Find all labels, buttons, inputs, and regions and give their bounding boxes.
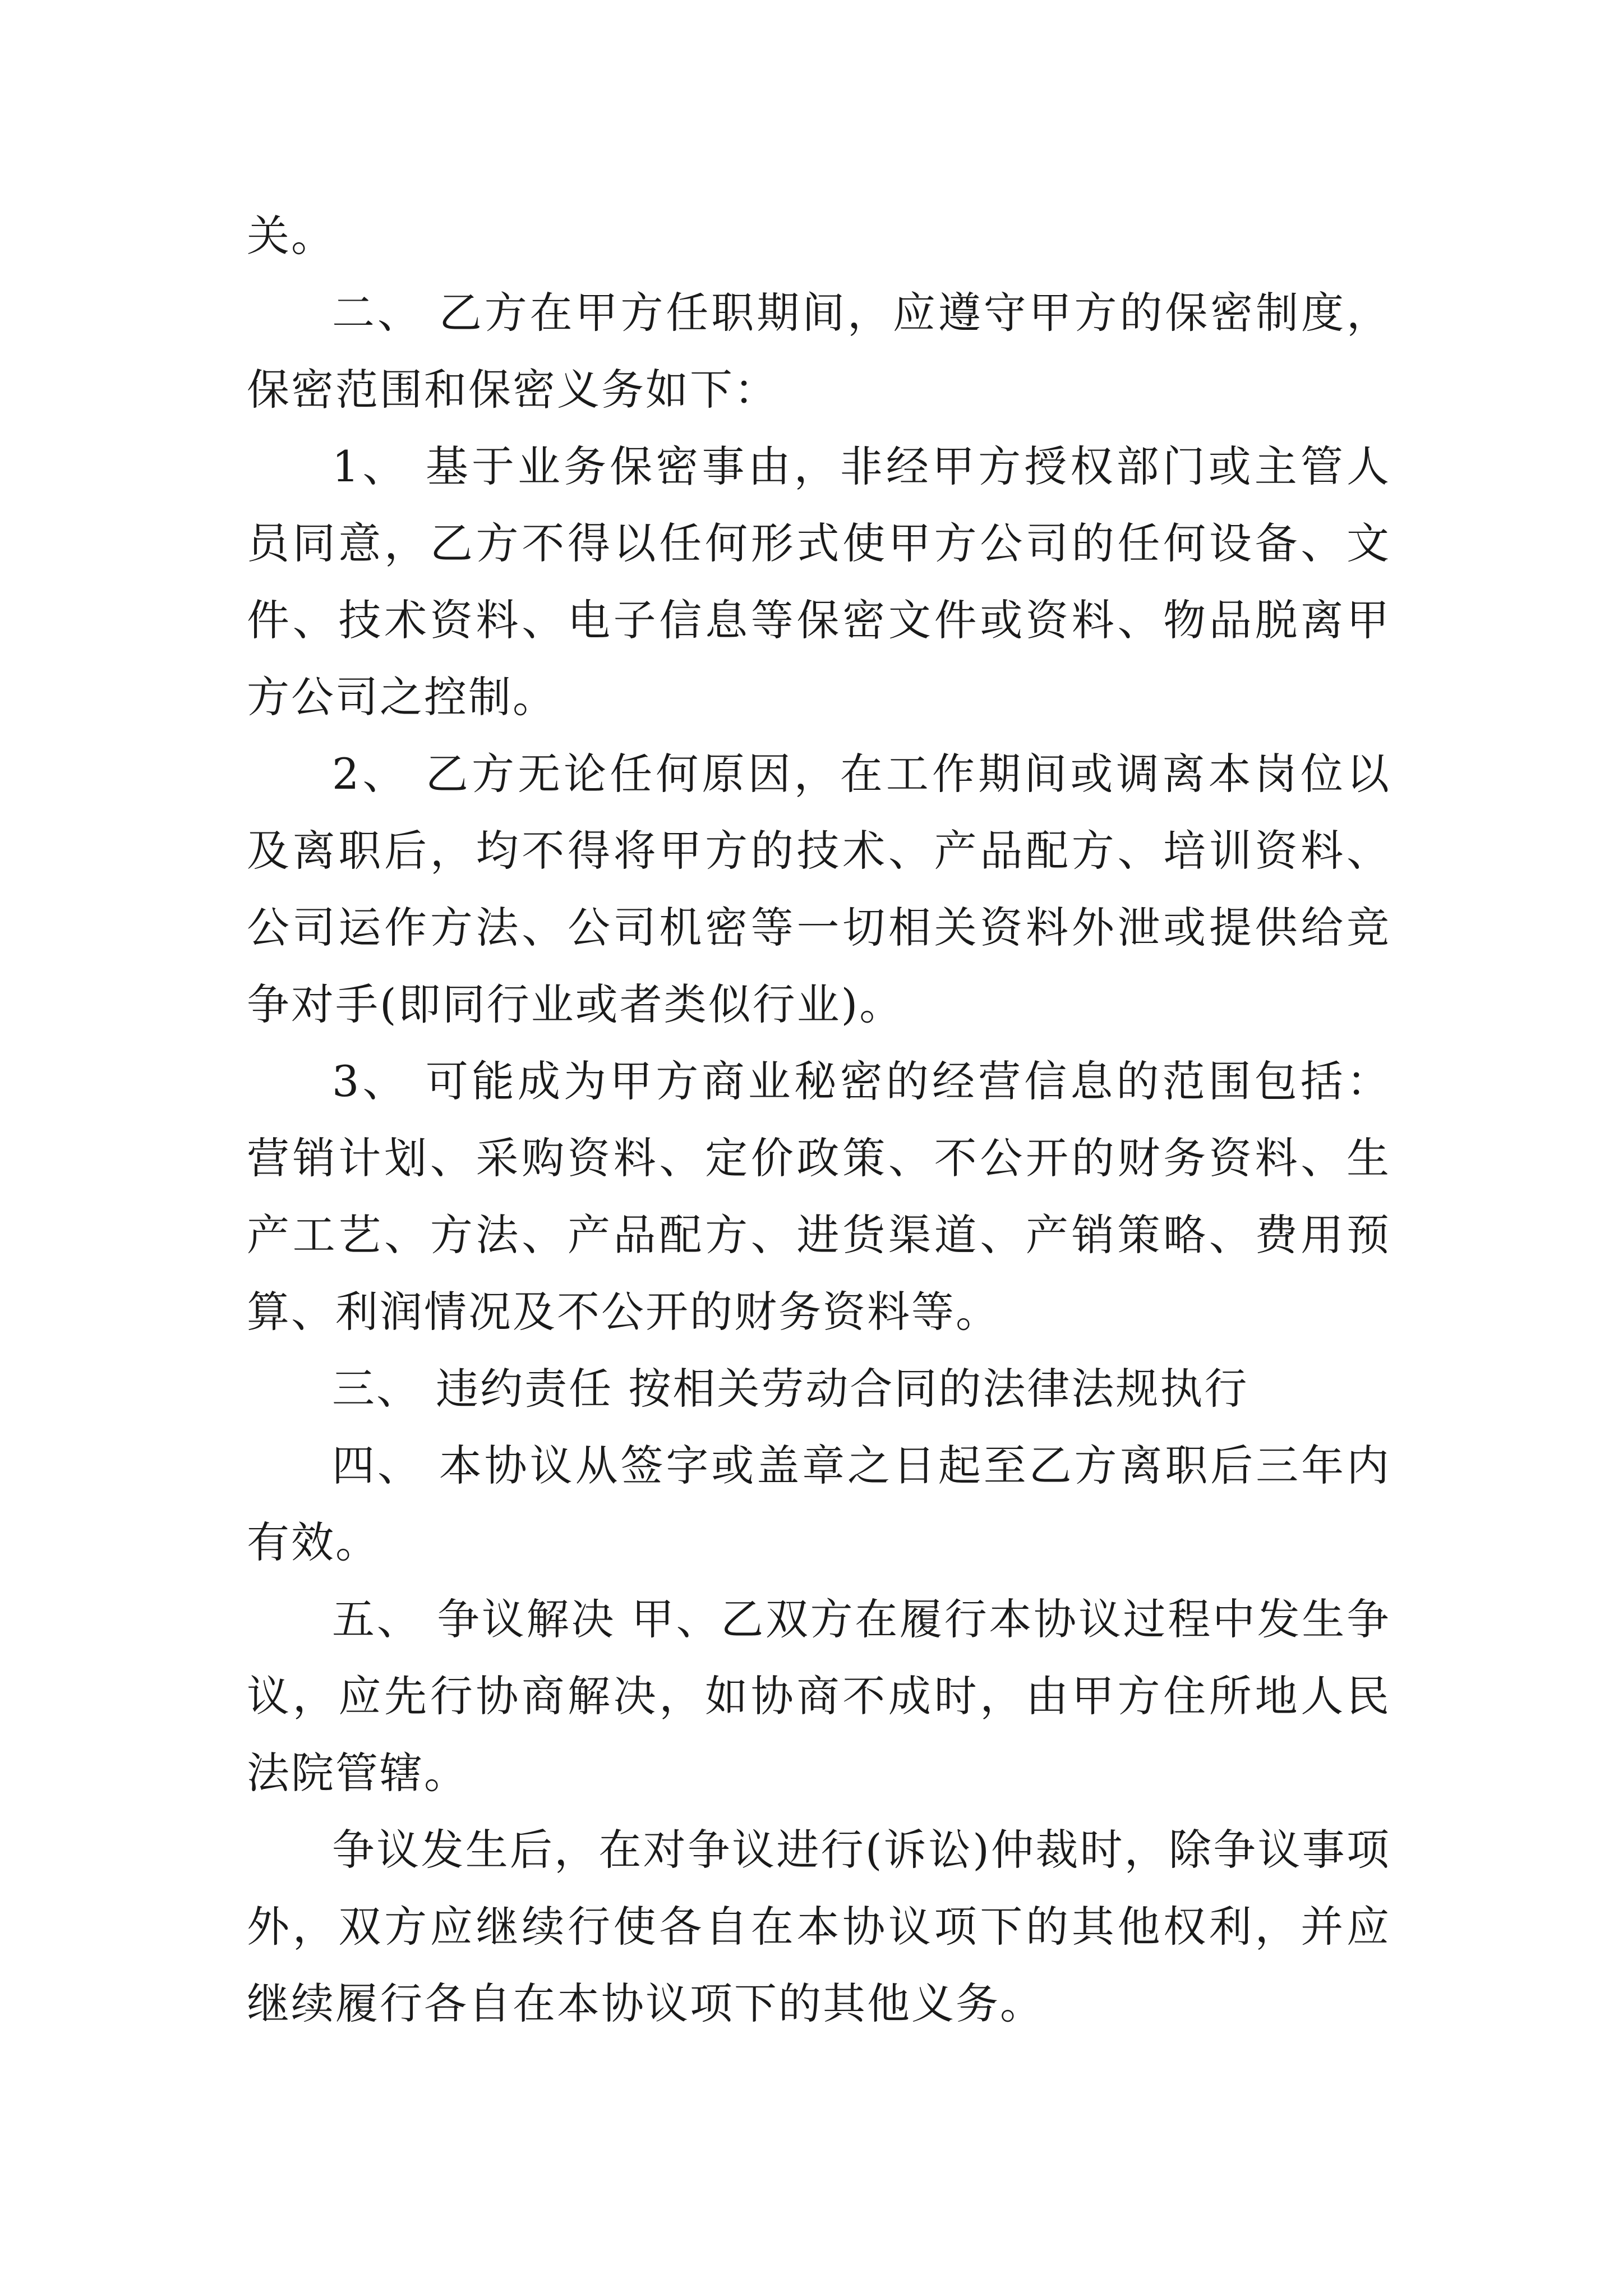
paragraph-section-five: 五、 争议解决 甲、乙双方在履行本协议过程中发生争议，应先行协商解决，如协商不成时，由甲方住所地人民法院管辖。 [247,1594,1391,1798]
paragraph-dispute-followup: 争议发生后，在对争议进行(诉讼)仲裁时，除争议事项外，双方应继续行使各自在本协议项下的其他权利，并应继续履行各自在本协议项下的其他义务。 [247,1825,1391,2028]
paragraph-item-2: 2、 乙方无论任何原因，在工作期间或调离本岗位以及离职后，均不得将甲方的技术、产品配方、培训资料、公司运作方法、公司机密等一切相关资料外泄或提供给竞争对手(即同行业或者类似行业)。 [247,749,1391,1029]
paragraph-item-3: 3、 可能成为甲方商业秘密的经营信息的范围包括：营销计划、采购资料、定价政策、不公开的财务资料、生产工艺、方法、产品配方、进货渠道、产销策略、费用预算、利润情况及不公开的财务资料等。 [247,1056,1391,1337]
paragraph-section-three: 三、 违约责任 按相关劳动合同的法律法规执行 [332,1364,1249,1414]
paragraph-section-four: 四、 本协议从签字或盖章之日起至乙方离职后三年内有效。 [247,1441,1391,1567]
paragraph-section-two: 二、 乙方在甲方任职期间，应遵守甲方的保密制度，保密范围和保密义务如下： [247,288,1391,415]
paragraph-item-1: 1、 基于业务保密事由，非经甲方授权部门或主管人员同意，乙方不得以任何形式使甲方公司的任何设备、文件、技术资料、电子信息等保密文件或资料、物品脱离甲方公司之控制。 [247,441,1391,722]
document-body [247,197,1391,2042]
paragraph-continuation: 关。 [247,211,335,261]
